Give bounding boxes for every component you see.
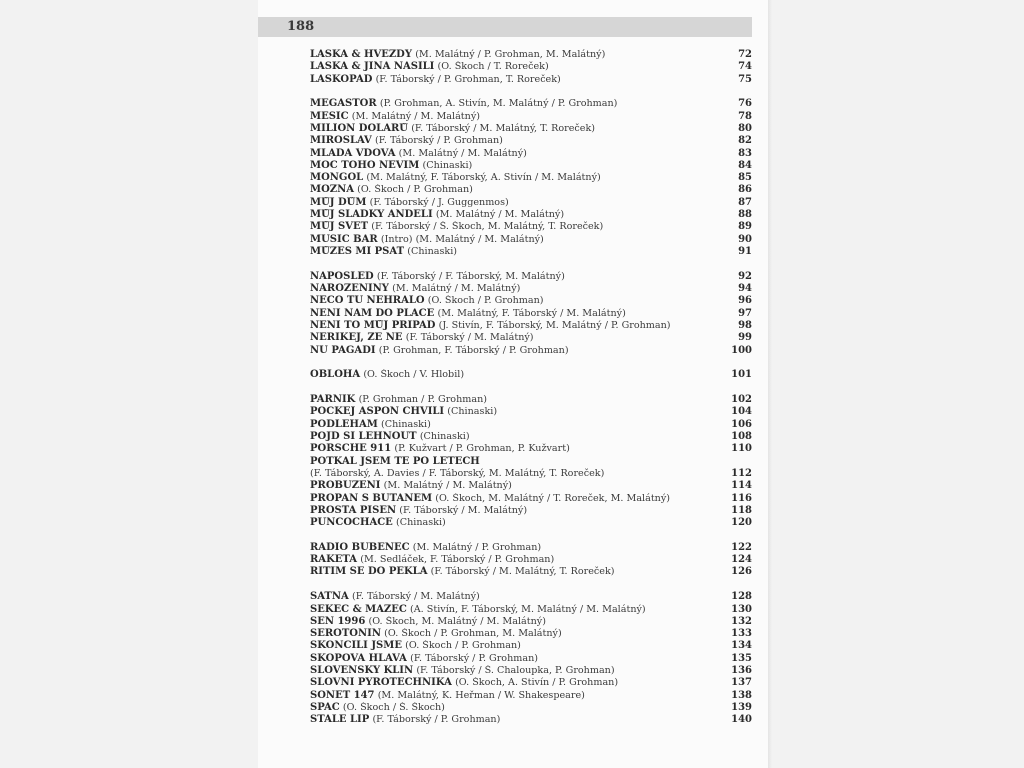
song-title: SKOPOVÁ HLAVA [310,652,407,664]
entry-text [310,542,712,554]
song-title: MILION DOLARŮ [310,122,408,134]
song-page-number: 138 [731,689,752,701]
song-authors: (P. Kužvart / P. Grohman, P. Kužvart) [394,443,570,455]
song-authors: (A. Stivín, F. Táborský, M. Malátný / M. Malátný) [410,603,646,615]
song-title: LÁSKA & HVĚZDY [310,49,412,60]
toc-entry [310,184,752,196]
toc-entry [310,505,752,517]
section-gap [310,86,752,99]
song-title: STÁLE LÍP [310,714,370,726]
song-authors: (M. Malátný, F. Táborský, A. Stivín / M. Malátný) [366,172,601,184]
song-page-number: 76 [738,98,752,110]
song-title: MŮJ SLADKÝ ANDĚLI [310,209,433,221]
song-page-number: 94 [738,283,752,295]
song-title: MUSIC BAR [310,233,378,245]
section-gap [310,382,752,395]
entry-text [310,493,712,505]
song-authors: (Chinaski) [407,245,458,257]
toc-entry [310,591,752,603]
toc-entry [310,172,752,184]
toc-entry [310,160,752,172]
song-page-number: 97 [738,307,752,319]
entry-text [310,111,712,123]
toc-entry [310,690,752,702]
entry-text [310,197,712,209]
toc-entry [310,123,752,135]
song-authors: (Chinaski) [422,159,473,171]
entry-text [310,49,712,61]
song-page-number: 116 [731,492,752,504]
entry-text [310,419,712,431]
song-authors: (M. Malátný / M. Malátný) [435,209,565,221]
entry-text [310,517,712,529]
entry-text [310,98,712,110]
toc-entry [310,197,752,209]
section-gap [310,579,752,592]
entry-text [310,628,712,640]
song-page-number: 100 [731,344,752,356]
song-page-number: 84 [738,159,752,171]
song-page-number: 122 [731,541,752,553]
song-authors: (O. Škoch, A. Stivín / P. Grohman) [455,677,619,689]
song-authors: (Chinaski) [396,517,446,529]
song-authors: (O. Škoch / V. Hlobil) [363,369,465,381]
entry-text [310,61,712,73]
song-page-number: 96 [738,295,752,307]
song-title: SLOVENSKÝ KLÍN [310,665,414,677]
song-page-number: 75 [738,73,752,85]
song-title: PROPAN S BUTANEM [310,492,433,504]
entry-text [310,345,712,357]
entry-text [310,320,712,332]
entry-text [310,591,712,603]
song-authors: (M. Malátný / P. Grohman) [412,541,542,553]
entry-text [310,702,712,714]
song-authors: (F. Táborský / M. Malátný) [351,591,480,603]
entry-text [310,369,712,381]
entry-text [310,271,712,283]
song-authors: (F. Táborský / Š. Škoch, M. Malátný, T. Roreček) [371,221,604,233]
entry-text [310,234,712,246]
song-page-number: 118 [731,504,752,516]
toc-entry [310,394,752,406]
song-page-number: 126 [731,566,752,578]
toc-entry [310,443,752,455]
toc-entry [310,320,752,332]
toc-entry [310,493,752,505]
toc-entry [310,604,752,616]
toc-entry [310,111,752,123]
entry-text [310,184,712,196]
song-title: SEROTONIN [310,628,381,640]
song-page-number: 99 [738,332,752,344]
song-page-number: 88 [738,209,752,221]
song-title: MŮJ SVĚT [310,221,369,233]
song-page-number: 133 [731,628,752,640]
entry-text [310,640,712,652]
song-page-number: 135 [731,652,752,664]
song-authors: (M. Malátný / P. Grohman, M. Malátný) [415,49,606,60]
song-page-number: 72 [738,49,752,60]
song-authors: (F. Táborský / M. Malátný, T. Roreček) [411,122,596,134]
toc-entry [310,616,752,628]
song-authors: (O. Škoch, M. Malátný / M. Malátný) [368,615,546,627]
song-page-number: 114 [731,480,752,492]
section-gap [310,529,752,542]
song-authors: (F. Táborský / Š. Chaloupka, P. Grohman) [416,665,615,677]
toc-entry [310,61,752,73]
song-title: LÁSKA & JINÁ NÁSILÍ [310,61,435,73]
song-title: ŘÍTÍM SE DO PEKLA [310,566,428,578]
song-authors: (F. Táborský / P. Grohman) [372,714,501,726]
page-number: 188 [287,19,315,34]
toc-entry [310,295,752,307]
song-title: NEŘÍKEJ, ŽE NE [310,332,403,344]
entry-text [310,308,712,320]
song-page-number: 104 [731,406,752,418]
song-page-number: 124 [731,554,752,566]
entry-text [310,443,712,455]
song-authors: (O. Škoch / P. Grohman) [405,640,521,652]
song-page-number: 102 [731,394,752,406]
entry-text [310,616,712,628]
song-title: POTKAL JSEM TĚ PO LETECH [310,455,480,467]
book-page [258,0,768,768]
entry-text [310,431,712,443]
song-page-number: 137 [731,677,752,689]
toc-entry [310,542,752,554]
song-page-number: 85 [738,172,752,184]
song-authors: (M. Malátný / M. Malátný) [398,147,527,159]
song-page-number: 140 [731,714,752,726]
song-page-number: 128 [731,591,752,603]
song-page-number: 86 [738,184,752,196]
song-title: RAKETA [310,554,358,566]
song-title: SEKEC & MAZEC [310,603,407,615]
song-authors: (O. Škoch / T. Roreček) [437,61,549,73]
toc-entry [310,209,752,221]
song-authors: (M. Malátný / M. Malátný) [351,110,480,122]
entry-text [310,295,712,307]
song-authors: (Intro) (M. Malátný / M. Malátný) [380,233,544,245]
toc-entry [310,468,752,480]
toc-entry [310,246,752,258]
toc-entry [310,566,752,578]
toc-entry [310,406,752,418]
song-authors: (M. Sedláček, F. Táborský / P. Grohman) [360,554,555,566]
song-title: PODLÉHÁM [310,418,378,430]
song-title: NAPOSLED [310,270,374,282]
song-title: MOC TOHO NEVIM [310,159,420,171]
toc-entry [310,49,752,61]
song-authors: (O. Škoch, M. Malátný / T. Roreček, M. Malátný) [435,492,671,504]
song-title: PUNČOCHÁČE [310,517,393,529]
song-title: PARNÍK [310,394,356,406]
song-authors: (J. Stivín, F. Táborský, M. Malátný / P. Grohman) [438,319,671,331]
toc-entry [310,640,752,652]
song-authors: (F. Táborský / F. Táborský, M. Malátný) [376,270,565,282]
toc-entry [310,283,752,295]
toc-entry [310,480,752,492]
song-page-number: 101 [731,369,752,381]
song-title: POJĎ SI LEHNOUT [310,431,417,443]
song-authors: (O. Škoch / P. Grohman) [427,295,544,307]
song-title: PROSTÁ PÍSEŇ [310,504,397,516]
entry-text [310,456,712,468]
entry-text [310,665,712,677]
entry-text [310,690,712,702]
entry-text [310,406,712,418]
song-authors: (M. Malátný / M. Malátný) [392,283,521,295]
toc-entry [310,677,752,689]
song-authors: (Chinaski) [447,406,498,418]
song-title: NENÍ NÁM DO PLÁČE [310,307,435,319]
song-title: SONET 147 [310,689,375,701]
song-title: NU PAGADÍ [310,344,376,356]
song-title: LÁSKOPAD [310,73,373,85]
song-page-number: 130 [731,603,752,615]
song-page-number: 80 [738,122,752,134]
toc-entry [310,332,752,344]
song-page-number: 78 [738,110,752,122]
toc-entry [310,714,752,726]
toc-entry [310,221,752,233]
entry-text [310,394,712,406]
song-page-number: 112 [731,467,752,479]
entry-text [310,714,712,726]
song-page-number: 74 [738,61,752,73]
song-authors: (F. Táborský / M. Malátný) [399,504,528,516]
song-authors: (F. Táborský / M. Malátný) [405,332,534,344]
song-page-number: 120 [731,517,752,529]
toc-entry [310,369,752,381]
toc-entry [310,419,752,431]
page-header-bar [258,17,752,37]
song-title: NAROZENINY [310,283,389,295]
song-authors: (F. Táborský / P. Grohman) [410,652,538,664]
toc-entry [310,431,752,443]
entry-text [310,172,712,184]
song-title: MŮŽEŠ MI PSÁT [310,245,405,257]
song-authors: (Chinaski) [381,418,431,430]
song-authors: (F. Táborský / P. Grohman) [375,135,503,147]
song-title: SEN 1996 [310,615,366,627]
entry-text [310,677,712,689]
entry-text [310,283,712,295]
song-page-number: 89 [738,221,752,233]
entry-text [310,209,712,221]
toc-entry [310,517,752,529]
toc-entry [310,345,752,357]
toc-entry [310,98,752,110]
song-authors: (F. Táborský / P. Grohman, T. Roreček) [375,73,561,85]
song-page-number: 92 [738,270,752,282]
song-page-number: 108 [731,431,752,443]
song-title: RÁDIO BUBENEČ [310,541,410,553]
entry-text [310,554,712,566]
page-edge-shadow [768,0,772,768]
song-authors: (M. Malátný, K. Heřman / W. Shakespeare) [377,689,585,701]
song-authors: (O. Škoch / Š. Škoch) [342,701,445,713]
toc-entry [310,135,752,147]
entry-text [310,505,712,517]
song-page-number: 136 [731,665,752,677]
song-page-number: 91 [738,245,752,257]
toc-entry [310,74,752,86]
entry-text [310,221,712,233]
song-title: PROBUZENÍ [310,480,381,492]
song-title: ŠATNA [310,591,349,603]
song-title: NĚCO TU NEHRÁLO [310,295,425,307]
song-title: SKONČILI JSME [310,640,402,652]
song-title: MLADÁ VDOVA [310,147,396,159]
song-page-number: 134 [731,640,752,652]
entry-text [310,135,712,147]
table-of-contents [310,49,752,727]
song-title: OBLOHA [310,369,361,381]
song-page-number: 98 [738,319,752,331]
entry-text [310,480,712,492]
toc-entry [310,234,752,246]
song-title: MONGOL [310,172,364,184]
song-authors: (M. Malátný, F. Táborský / M. Malátný) [437,307,626,319]
song-title: MEGASTÓR [310,98,377,110]
song-page-number: 87 [738,196,752,208]
toc-entry [310,456,752,468]
song-authors: (P. Grohman / P. Grohman) [358,394,487,406]
song-authors: (P. Grohman, A. Stivín, M. Malátný / P. Grohman) [379,98,618,110]
song-authors: (F. Táborský, A. Davies / F. Táborský, M. Malátný, T. Roreček) [310,467,605,479]
entry-text [310,74,712,86]
entry-text [310,246,712,258]
song-page-number: 110 [731,443,752,455]
entry-text [310,123,712,135]
entry-text [310,468,712,480]
song-title: NENÍ TO MŮJ PŘÍPAD [310,319,436,331]
song-page-number: 132 [731,615,752,627]
entry-text [310,604,712,616]
song-authors: (P. Grohman, F. Táborský / P. Grohman) [378,344,569,356]
song-page-number: 139 [731,701,752,713]
section-gap [310,258,752,271]
toc-entry [310,554,752,566]
entry-text [310,160,712,172]
toc-entry [310,148,752,160]
toc-entry [310,665,752,677]
song-title: MIROSLAV [310,135,372,147]
song-title: PORSCHE 911 [310,443,392,455]
song-authors: (F. Táborský / J. Guggenmos) [369,196,509,208]
song-page-number: 106 [731,418,752,430]
entry-text [310,653,712,665]
entry-text [310,566,712,578]
toc-entry [310,271,752,283]
song-title: SLOVNÍ PYROTECHNIKA [310,677,452,689]
song-title: SPÁČ [310,701,340,713]
song-title: MŮJ DŮM [310,196,367,208]
song-title: POČKEJ ASPOŇ CHVÍLI [310,406,445,418]
song-page-number: 83 [738,147,752,159]
song-authors: (F. Táborský / M. Malátný, T. Roreček) [430,566,615,578]
toc-entry [310,653,752,665]
song-authors: (M. Malátný / M. Malátný) [383,480,512,492]
toc-entry [310,308,752,320]
song-authors: (O. Škoch / P. Grohman, M. Malátný) [384,628,562,640]
song-authors: (Chinaski) [419,431,470,443]
section-gap [310,357,752,370]
song-title: MOŽNÁ [310,184,354,196]
entry-text [310,332,712,344]
toc-entry [310,702,752,714]
song-title: MĚSÍC [310,110,349,122]
song-page-number: 90 [738,233,752,245]
song-page-number: 82 [738,135,752,147]
toc-entry [310,628,752,640]
entry-text [310,148,712,160]
song-authors: (O. Škoch / P. Grohman) [357,184,473,196]
